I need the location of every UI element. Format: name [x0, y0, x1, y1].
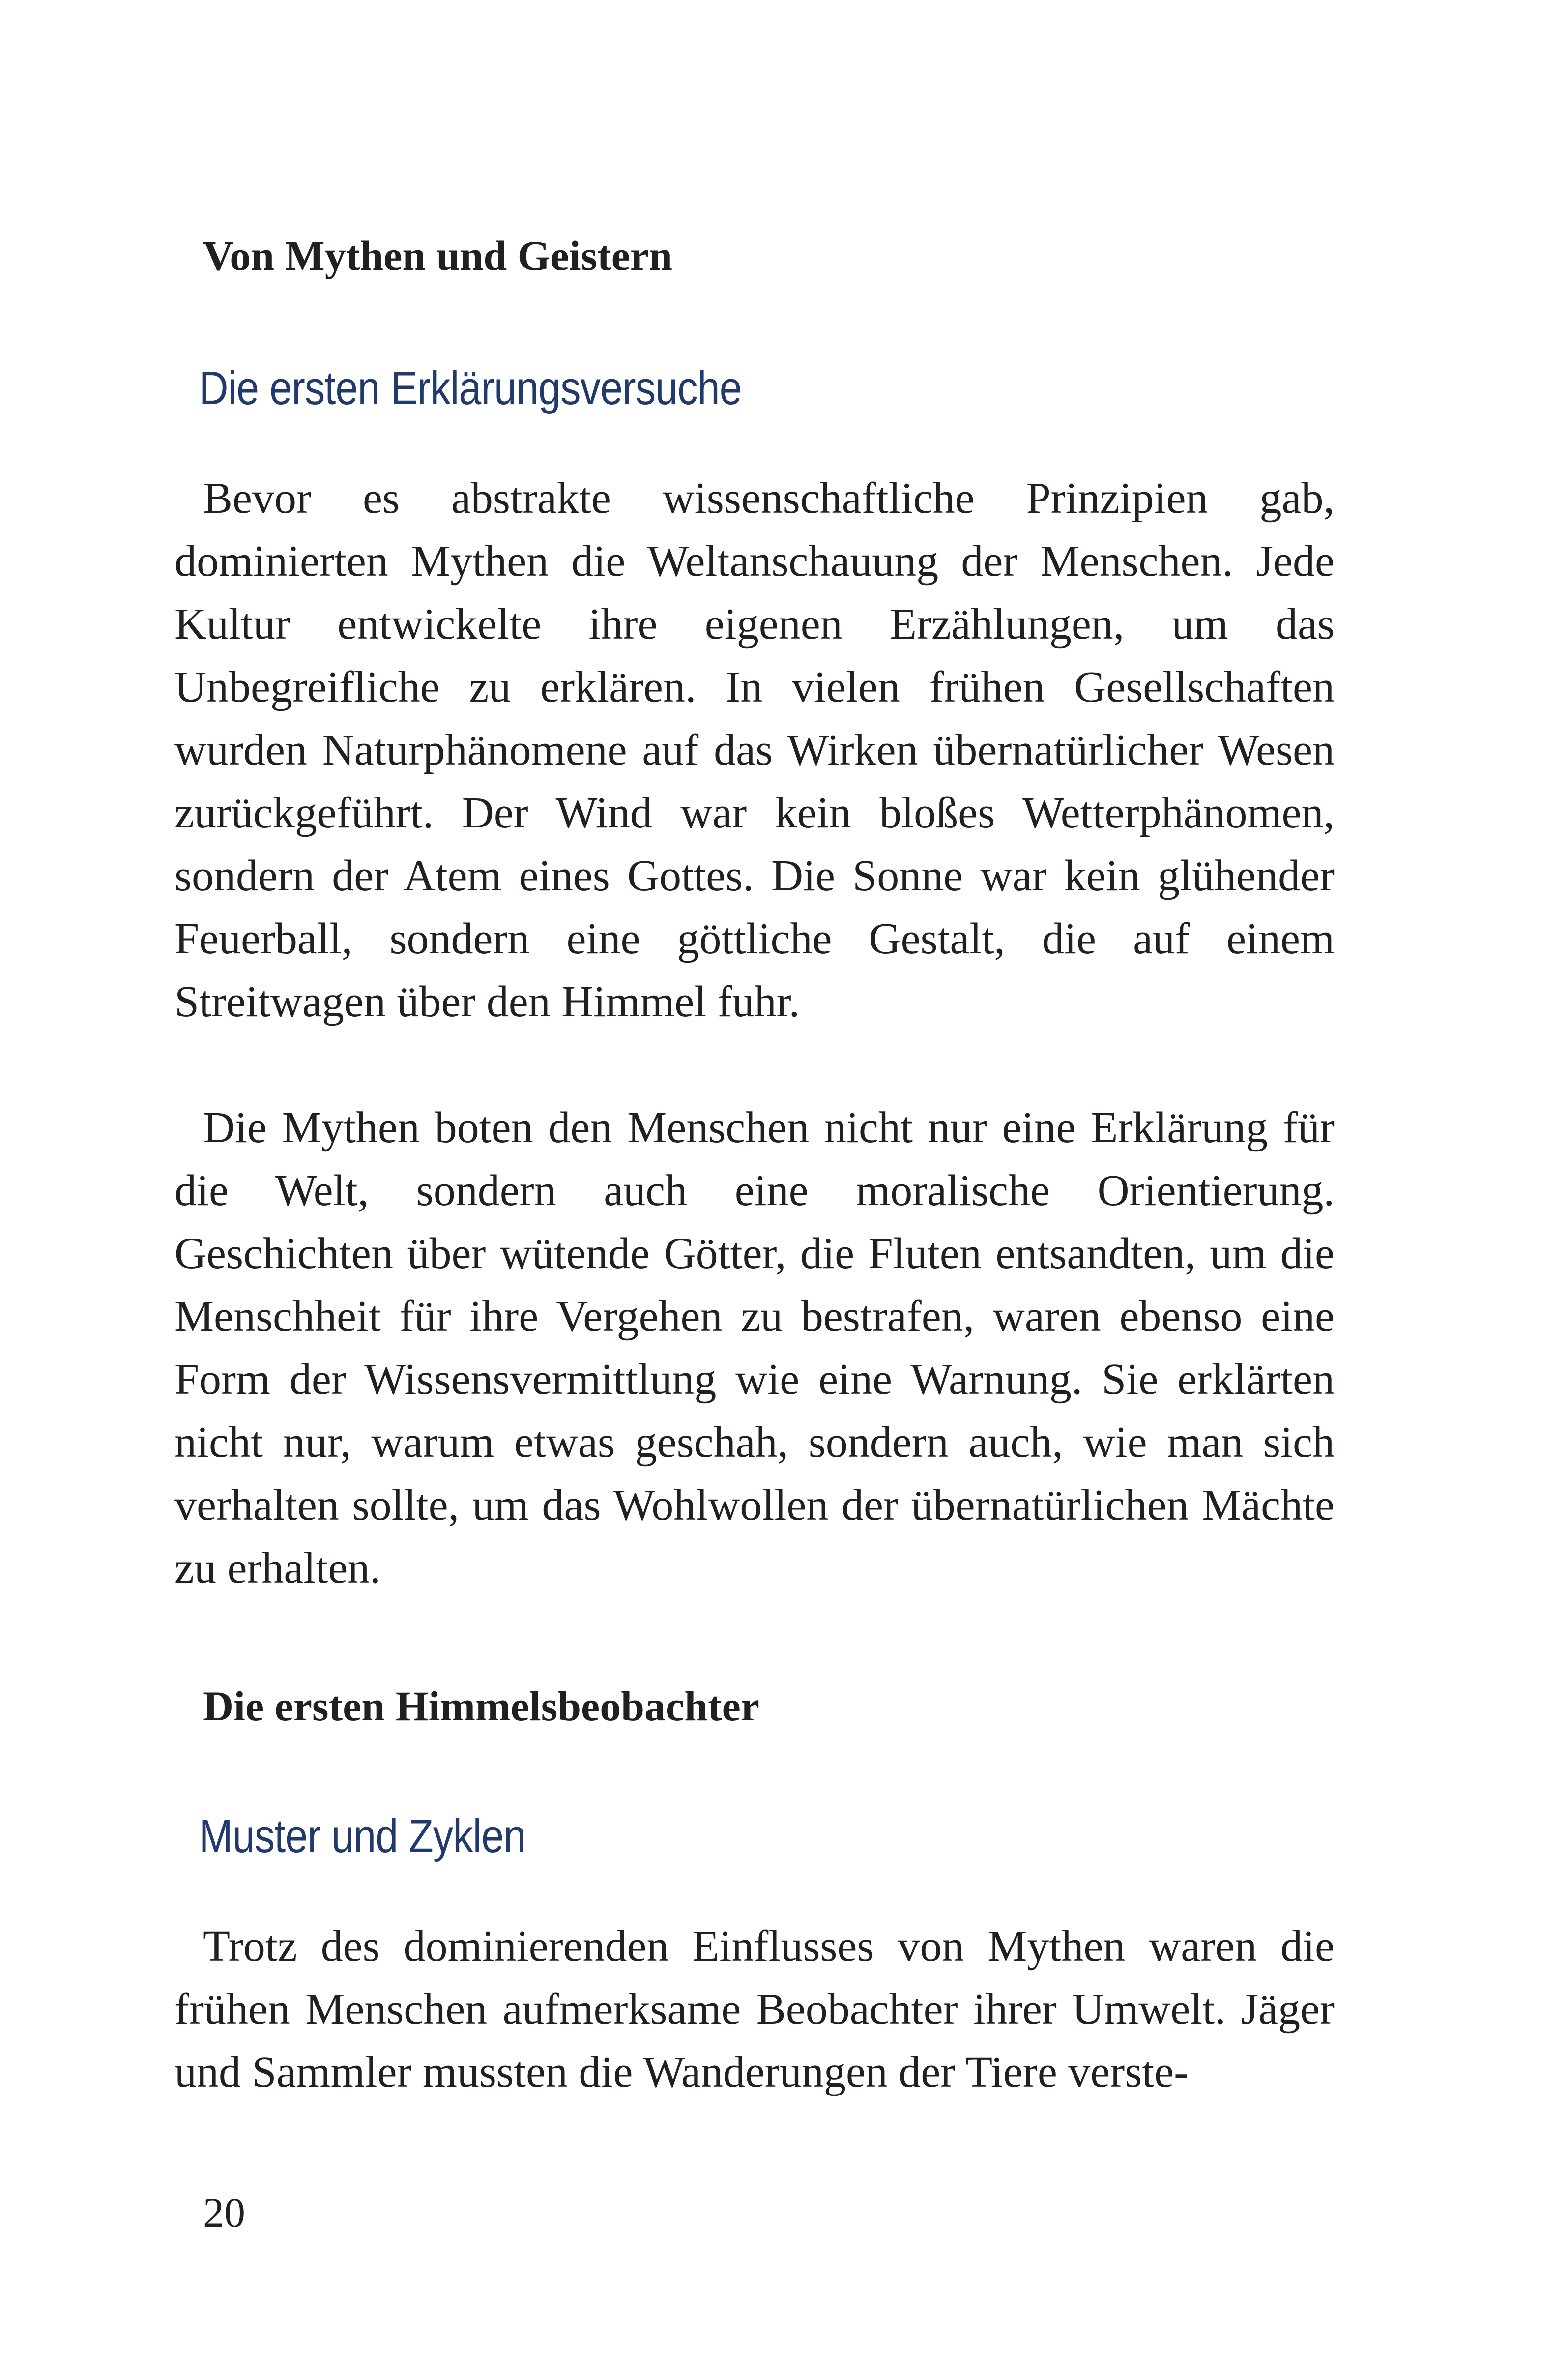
paragraph [174, 467, 1335, 1033]
paragraph-text: Die Mythen boten den Menschen nicht nur eine Erklärung für die Welt, sondern auch eine moralische Orientierung. Geschichten über wütende Götter, die Fluten entsandten, um die Menschheit für ihre Vergehen zu bestrafen, waren ebenso eine Form der Wissensvermittlung wie eine Warnung. Sie erklärten nicht nur, warum etwas geschah, sondern auch, wie man sich verhalten sollte, um das Wohlwollen der übernatürlichen Mächte zu erhalten. [174, 1103, 1335, 1593]
section-heading: Die ersten Himmelsbeobachter [203, 1682, 760, 1730]
paragraph [174, 1915, 1335, 2104]
section-heading: Von Mythen und Geistern [203, 232, 672, 279]
paragraph [174, 1096, 1335, 1600]
section-subheading: Muster und Zyklen [199, 1810, 526, 1862]
paragraph-text: Bevor es abstrakte wissenschaftliche Prinzipien gab, dominierten Mythen die Weltanschauung der Menschen. Jede Kultur entwickelte ihre eigenen Erzählungen, um das Unbegreifliche zu erklären. In vielen frühen Gesellschaften wurden Naturphänomene auf das Wirken übernatürlicher Wesen zurückgeführt. Der Wind war kein bloßes Wetterphänomen, sondern der Atem eines Gottes. Die Sonne war kein glühender Feuerball, sondern eine göttliche Gestalt, die auf einem Streitwagen über den Himmel fuhr. [174, 474, 1335, 1026]
page-number: 20 [203, 2189, 245, 2236]
section-subheading: Die ersten Erklärungsversuche [199, 362, 742, 414]
paragraph-text: Trotz des dominierenden Einflusses von Mythen waren die frühen Menschen aufmerksame Beobachter ihrer Umwelt. Jäger und Sammler mussten die Wanderungen der Tiere verste- [174, 1922, 1335, 2096]
